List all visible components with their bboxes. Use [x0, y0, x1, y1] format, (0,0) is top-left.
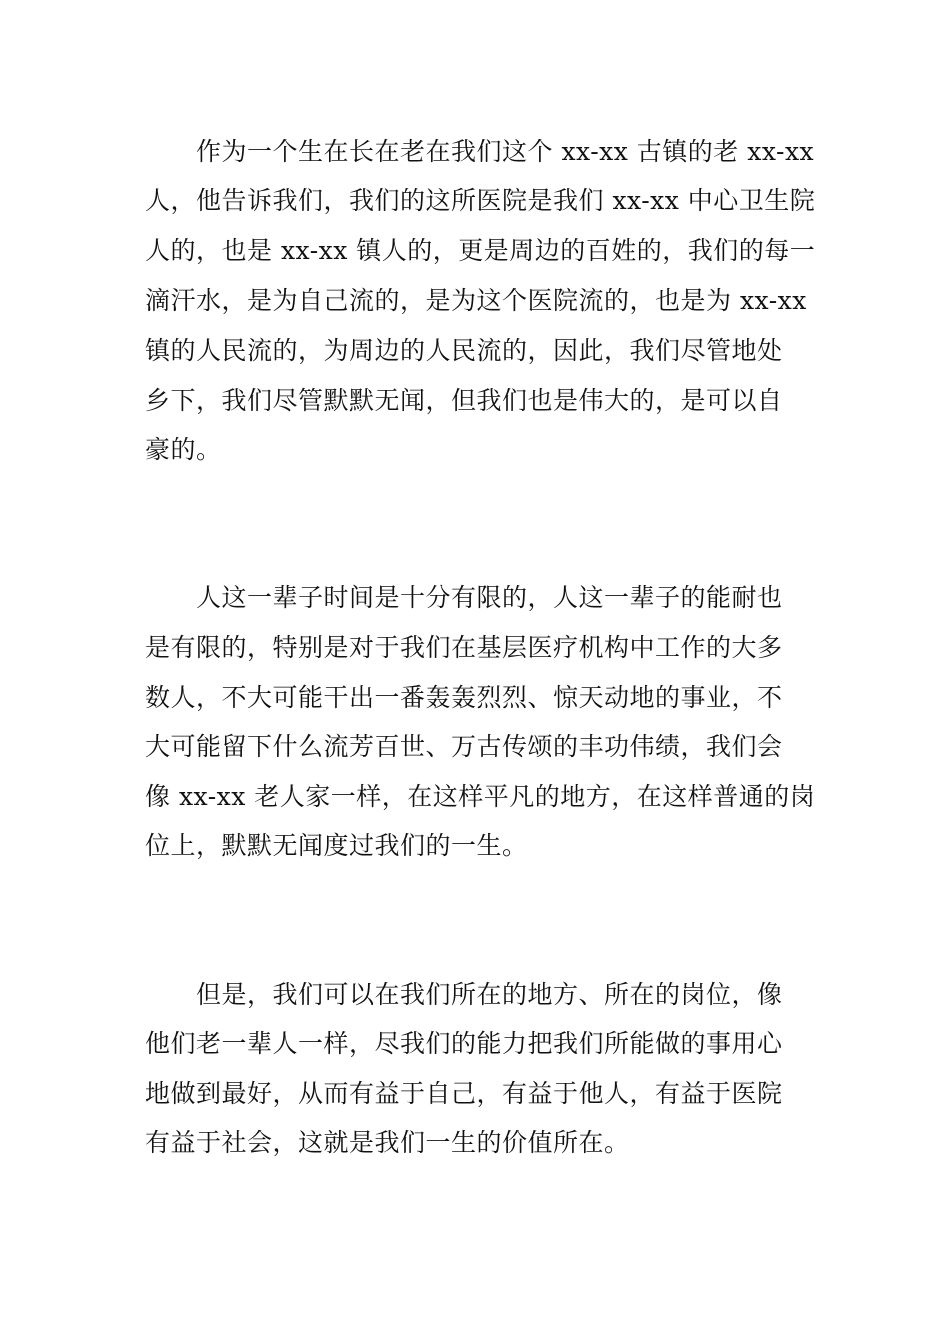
paragraph-line: 人，他告诉我们，我们的这所医院是我们 xx-xx 中心卫生院 — [145, 186, 816, 215]
paragraph-line: 豪的。 — [145, 435, 222, 464]
paragraph-line: 人这一辈子时间是十分有限的，人这一辈子的能耐也 — [196, 583, 783, 612]
paragraph-line: 镇的人民流的，为周边的人民流的，因此，我们尽管地处 — [145, 336, 783, 365]
paragraph-line: 但是，我们可以在我们所在的地方、所在的岗位，像 — [196, 980, 783, 1009]
paragraph-line: 地做到最好，从而有益于自己，有益于他人，有益于医院 — [145, 1079, 783, 1108]
paragraph-line: 数人，不大可能干出一番轰轰烈烈、惊天动地的事业，不 — [145, 683, 783, 712]
paragraph-line: 乡下，我们尽管默默无闻，但我们也是伟大的，是可以自 — [145, 386, 783, 415]
paragraph-line: 有益于社会，这就是我们一生的价值所在。 — [145, 1128, 630, 1157]
paragraph-line: 作为一个生在长在老在我们这个 xx-xx 古镇的老 xx-xx — [196, 137, 815, 166]
paragraph-line: 大可能留下什么流芳百世、万古传颂的丰功伟绩，我们会 — [145, 732, 783, 761]
paragraph-line: 位上，默默无闻度过我们的一生。 — [145, 831, 528, 860]
paragraph-line: 滴汗水，是为自己流的，是为这个医院流的，也是为 xx-xx — [145, 286, 807, 315]
paragraph-line: 他们老一辈人一样，尽我们的能力把我们所能做的事用心 — [145, 1029, 783, 1058]
paragraph-line: 人的，也是 xx-xx 镇人的，更是周边的百姓的，我们的每一 — [145, 236, 816, 265]
paragraph-line: 像 xx-xx 老人家一样，在这样平凡的地方，在这样普通的岗 — [145, 782, 816, 811]
paragraph-line: 是有限的，特别是对于我们在基层医疗机构中工作的大多 — [145, 633, 783, 662]
